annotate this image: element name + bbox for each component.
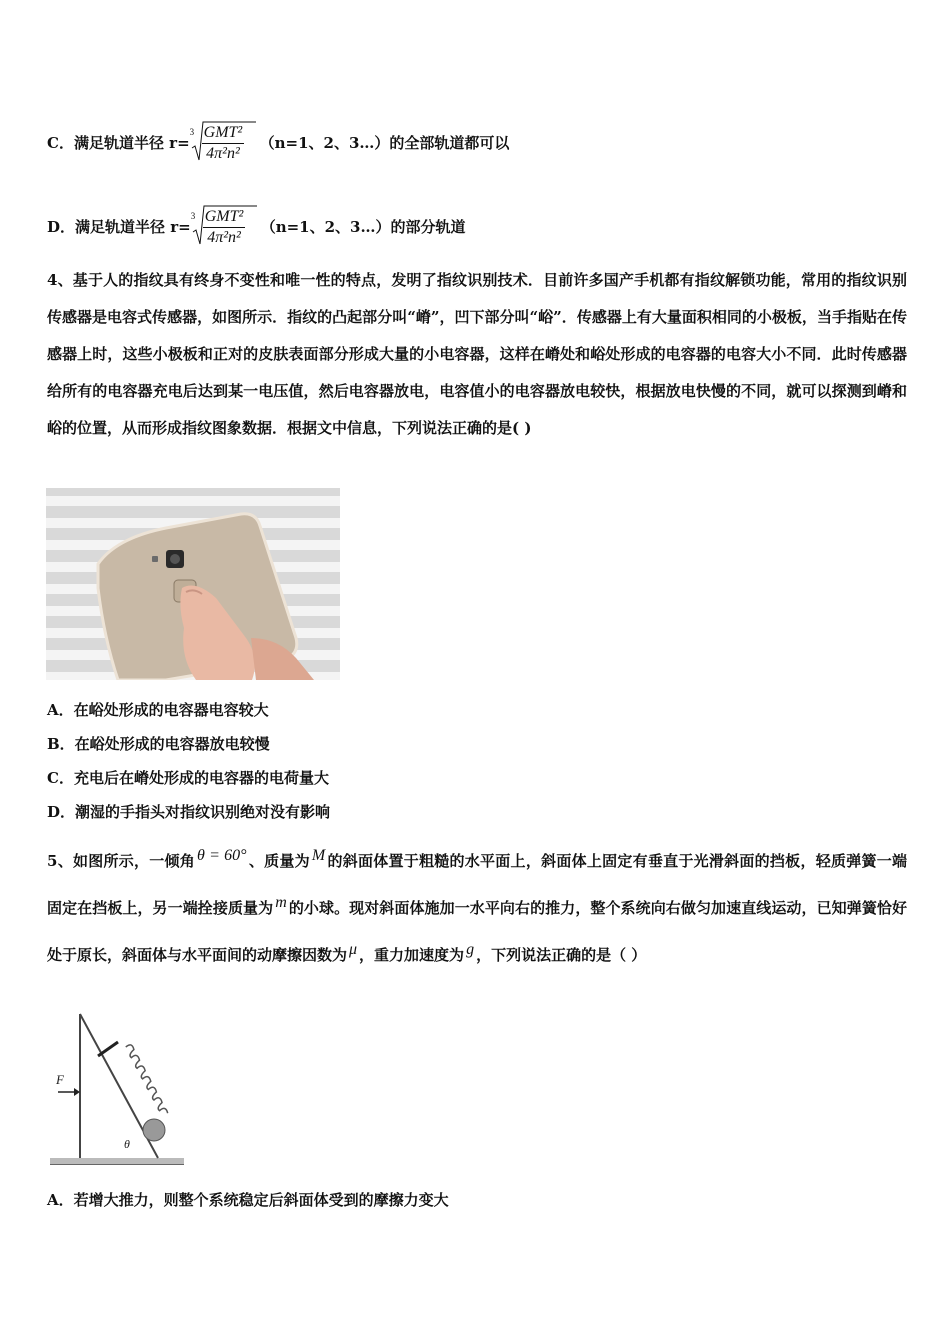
q3-option-d: D．满足轨道半径 r= 3 GMT² 4π²n² （n=1、2、3…）的部分轨道: [47, 204, 466, 250]
fingerprint-phone-photo: [46, 488, 340, 680]
q4-option-b: B．在峪处形成的电容器放电较慢: [47, 735, 270, 753]
force-label: F: [56, 1072, 64, 1087]
symbol-M: M: [311, 847, 326, 864]
q5-option-a: A．若增大推力，则整个系统稳定后斜面体受到的摩擦力变大: [47, 1191, 449, 1209]
theta-value: θ = 60°: [197, 847, 247, 864]
cube-root-formula: 3 GMT² 4π²n²: [190, 120, 256, 166]
q4-option-c: C．充电后在嵴处形成的电容器的电荷量大: [47, 769, 329, 787]
symbol-m: m: [275, 894, 287, 911]
q4-stem: 4、基于人的指纹具有终身不变性和唯一性的特点，发明了指纹识别技术．目前许多国产手机都有指纹解锁功能，常用的指纹识别传感器是电容式传感器，如图所示．指纹的凸起部分叫“嵴”，凹下部分叫“峪”．传感器上有大量面积相同的小极板，当手指贴在传感器上时，这些小极板和正对的皮肤表面部分形成大量的小电容器，这样在嵴处和峪处形成的电容器的电容大小不同．此时传感器给所有的电容器充电后达到某一电压值，然后电容器放电，电容值小的电容器放电较快，根据放电快慢的不同，就可以探测到嵴和峪的位置，从而形成指纹图象数据．根据文中信息，下列说法正确的是( ): [47, 271, 907, 437]
incline-spring-figure: [46, 996, 188, 1171]
angle-label: θ: [124, 1137, 130, 1151]
cube-root-formula: 3 GMT² 4π²n²: [191, 204, 257, 250]
q5-stem: 5、如图所示，一倾角 θ = 60° 、质量为 M 的斜面体置于粗糙的水平面上，斜面体上固定有垂直于光滑斜面的挡板，轻质弹簧一端固定在挡板上，另一端拴接质量为 m 的小球。现对斜面体施加一水平向右的推力，整个系统向右做匀加速直线运动，已知弹簧恰好处于原长，斜面体与水平面间的动摩擦因数为 μ ，重力加速度为 g ，下列说法正确的是（ ）: [47, 847, 907, 964]
q4-option-a: A．在峪处形成的电容器电容较大: [47, 701, 269, 719]
symbol-g: g: [466, 941, 475, 958]
q4-option-d: D．潮湿的手指头对指纹识别绝对没有影响: [47, 803, 331, 821]
q3-option-c: C．满足轨道半径 r= 3 GMT² 4π²n² （n=1、2、3…）的全部轨道都可以: [47, 120, 509, 166]
symbol-mu: μ: [349, 941, 358, 958]
